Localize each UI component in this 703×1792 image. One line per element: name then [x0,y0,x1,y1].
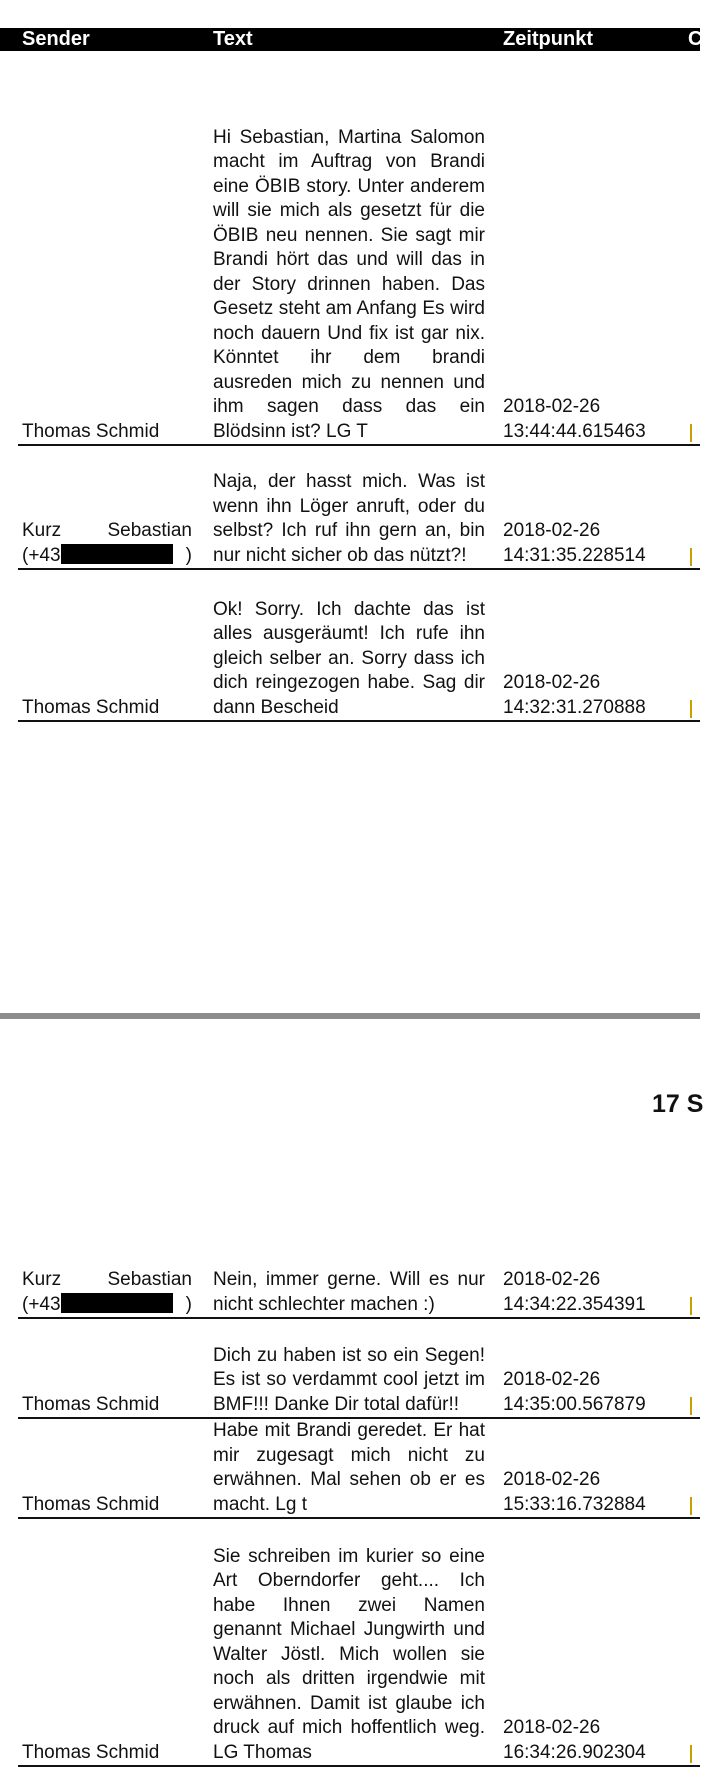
timestamp-time: 14:31:35.228514 [503,544,646,566]
timestamp-date: 2018-02-26 [503,520,601,541]
page-separator [0,1010,700,1022]
sender-cell [22,420,177,445]
header-sender: Sender [22,28,90,50]
header-text: Text [213,28,253,50]
sender-surname: Kurz [22,520,62,541]
timestamp-cell [503,395,668,444]
table-row [0,1228,700,1319]
header-extra: C [688,28,703,50]
cut-off-column-marker [690,548,702,566]
phone-prefix: (+43 [22,544,61,566]
timestamp-cell [503,1468,668,1517]
cut-off-column-marker [690,424,702,442]
timestamp-cell [503,671,668,720]
table-row [0,446,700,570]
row-divider [18,720,700,722]
table-row [0,1319,700,1419]
sender-firstname: Sebastian [107,1269,192,1290]
timestamp-cell [503,1716,668,1765]
sender-name-line [22,519,192,544]
cut-off-column-marker [690,1497,702,1515]
document-page-2 [0,1022,700,1792]
table-row [0,1519,700,1767]
cut-off-column-marker [690,1297,702,1315]
message-text: Nein, immer gerne. Will es nur nicht schlechter machen :) [213,1269,485,1315]
timestamp-date: 2018-02-26 [503,1469,601,1490]
timestamp-time: 14:34:22.354391 [503,1293,646,1315]
sender-name: Thomas Schmid [22,696,160,718]
sender-cell [22,1393,177,1418]
sender-name: Thomas Schmid [22,1393,160,1415]
redaction-bar [61,544,173,564]
timestamp-date: 2018-02-26 [503,1717,601,1738]
header-time: Zeitpunkt [503,28,593,50]
timestamp-date: 2018-02-26 [503,1369,601,1390]
redaction-bar [61,1293,173,1313]
sender-cell [22,1268,192,1317]
table-row [0,51,700,446]
sender-phone-line [22,1293,192,1318]
timestamp-cell [503,1268,668,1317]
timestamp-date: 2018-02-26 [503,396,601,417]
timestamp-time: 14:35:00.567879 [503,1393,646,1415]
cut-off-column-marker [690,1397,702,1415]
timestamp-cell [503,1368,668,1417]
sender-cell [22,1741,177,1766]
page-number: 17 S [652,1090,703,1118]
timestamp-time: 15:33:16.732884 [503,1493,646,1515]
message-text: Sie schreiben im kurier so eine Art Oberndorfer geht.... Ich habe Ihnen zwei Namen genannt Michael Jungwirth und Walter Jöstl. Mich wollen sie noch als dritten irgendwie mit erwähnen. Damit ist glaube ich druck auf mich hoffentlich weg. LG Thomas [213,1545,485,1763]
phone-suffix: ) [185,544,192,566]
table-row [0,1419,700,1519]
timestamp-date: 2018-02-26 [503,1269,601,1290]
cut-off-column-marker [690,700,702,718]
sender-name: Thomas Schmid [22,1493,160,1515]
message-text: Naja, der hasst mich. Was ist wenn ihn Löger anruft, oder du selbst? Ich ruf ihn gern an, bin nur nicht sicher ob das nützt?! [213,471,485,566]
message-text: Habe mit Brandi geredet. Er hat mir zugesagt mich nicht zu erwähnen. Mal sehen ob er es macht. Lg t [213,1420,485,1515]
sender-firstname: Sebastian [107,520,192,541]
sender-cell [22,519,192,568]
timestamp-date: 2018-02-26 [503,672,601,693]
sender-phone-line [22,544,192,569]
sender-name-line [22,1268,192,1293]
sender-cell [22,1493,177,1518]
timestamp-time: 13:44:44.615463 [503,420,646,442]
phone-suffix: ) [185,1293,192,1315]
sender-name: Thomas Schmid [22,420,160,442]
sender-cell [22,696,177,721]
row-divider [18,1765,700,1767]
message-text: Hi Sebastian, Martina Salomon macht im Auftrag von Brandi eine ÖBIB story. Unter anderem will sie mich als gesetzt für die ÖBIB neu nennen. Sie sagt mir Brandi hört das und will das in der Story drinnen haben. Das Gesetz steht am Anfang Es wird noch dauern Und fix ist gar nix. Könntet ihr dem brandi ausreden mich zu nennen und ihm sagen dass das ein Blödsinn ist? LG T [213,126,485,442]
sender-surname: Kurz [22,1269,62,1290]
table-header [0,28,703,51]
timestamp-cell [503,519,668,568]
cut-off-column-marker [690,1745,702,1763]
phone-prefix: (+43 [22,1293,61,1315]
message-text: Ok! Sorry. Ich dachte das ist alles ausgeräumt! Ich rufe ihn gleich selber an. Sorry dass ich dich reingezogen habe. Sag dir dann Bescheid [213,598,485,718]
table-row [0,570,700,722]
sender-name: Thomas Schmid [22,1741,160,1763]
timestamp-time: 14:32:31.270888 [503,696,646,718]
message-text: Dich zu haben ist so ein Segen! Es ist so verdammt cool jetzt im BMF!!! Danke Dir total dafür!! [213,1344,485,1415]
timestamp-time: 16:34:26.902304 [503,1741,646,1763]
